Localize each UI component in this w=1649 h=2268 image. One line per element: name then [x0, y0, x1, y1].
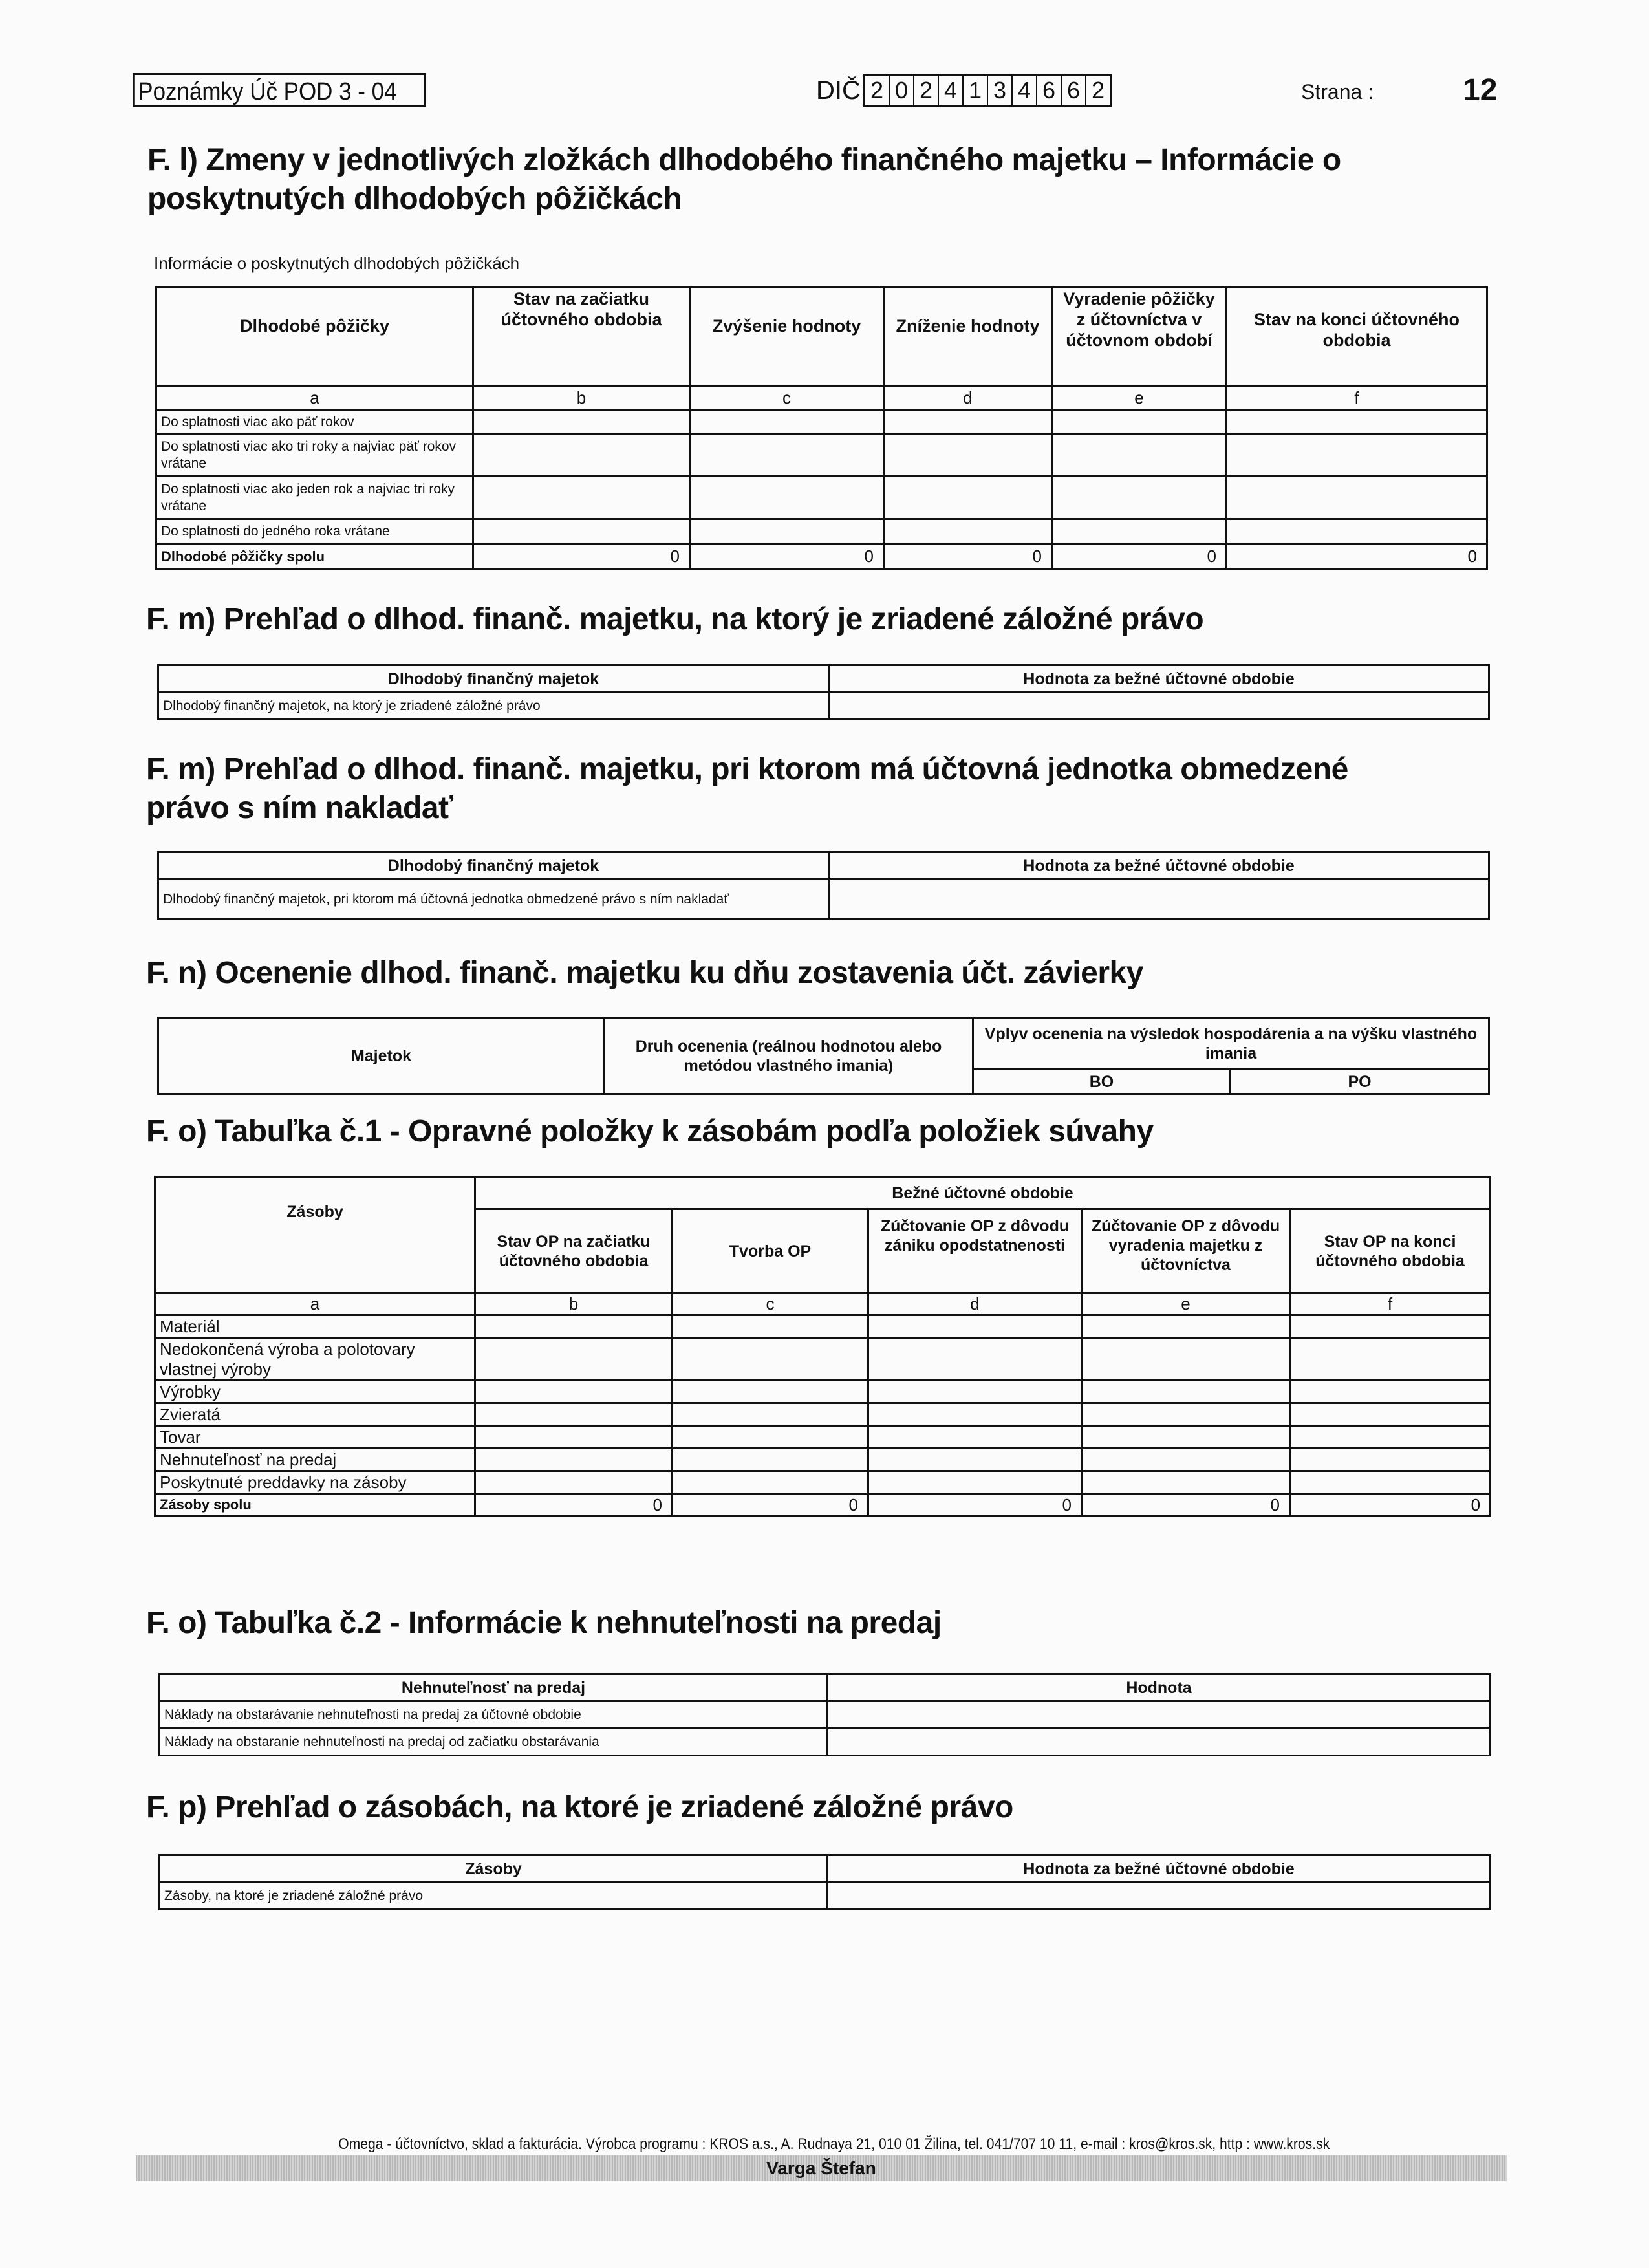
- loans-col-e-header: Vyradenie pôžičky z účtovníctva v účtovnom období: [1052, 288, 1227, 386]
- section-p-title: F. p) Prehľad o zásobách, na ktoré je zriadené záložné právo: [146, 1790, 1013, 1824]
- loans-header-row: [156, 288, 1487, 386]
- dic-digit: 3: [988, 76, 1013, 105]
- total-value: 0: [1082, 1494, 1290, 1517]
- table-row: [160, 1883, 1491, 1910]
- cell-input[interactable]: [475, 1315, 673, 1339]
- cell-input[interactable]: [828, 1729, 1491, 1756]
- cell-input[interactable]: [475, 1403, 673, 1426]
- cell-input[interactable]: [473, 434, 690, 477]
- row-label: Nehnuteľnosť na predaj: [155, 1449, 475, 1471]
- row-label: Do splatnosti do jedného roka vrátane: [156, 519, 473, 544]
- o1-col-d-header: Zúčtovanie OP z dôvodu zániku opodstatnenosti: [868, 1209, 1082, 1293]
- table-row: [156, 411, 1487, 434]
- o1-col-a-header: Zásoby: [155, 1177, 475, 1293]
- cell-input[interactable]: [673, 1339, 868, 1381]
- table-row: [155, 1315, 1491, 1339]
- total-value: 0: [475, 1494, 673, 1517]
- cell-input[interactable]: [1082, 1426, 1290, 1449]
- p-col1-header: Zásoby: [160, 1855, 828, 1883]
- section-n-title: F. n) Ocenenie dlhod. finanč. majetku ku dňu zostavenia účt. závierky: [146, 956, 1143, 990]
- m1-col2-header: Hodnota za bežné účtovné obdobie: [829, 665, 1489, 693]
- dic-digit: 6: [1037, 76, 1062, 105]
- cell-input[interactable]: [884, 434, 1052, 477]
- table-row: [158, 693, 1489, 720]
- row-label: Do splatnosti viac ako jeden rok a najviac tri roky vrátane: [156, 477, 473, 519]
- loans-col-f-header: Stav na konci účtovného obdobia: [1227, 288, 1487, 386]
- cell-input[interactable]: [690, 519, 884, 544]
- section-l-title-line2: poskytnutých dlhodobých pôžičkách: [147, 182, 682, 216]
- cell-input[interactable]: [868, 1381, 1082, 1403]
- cell-input[interactable]: [868, 1403, 1082, 1426]
- cell-input[interactable]: [473, 411, 690, 434]
- cell-input[interactable]: [1290, 1381, 1491, 1403]
- cell-input[interactable]: [473, 477, 690, 519]
- valuation-table: [157, 1017, 1490, 1095]
- table-row: [155, 1403, 1491, 1426]
- property-for-sale-table: [158, 1673, 1491, 1756]
- cell-input[interactable]: [1082, 1403, 1290, 1426]
- table-row: [158, 880, 1489, 920]
- cell-input[interactable]: [690, 477, 884, 519]
- cell-input[interactable]: [868, 1426, 1082, 1449]
- loans-letter-b: b: [473, 386, 690, 411]
- cell-input[interactable]: [884, 519, 1052, 544]
- footer-vendor-line: Omega - účtovníctvo, sklad a fakturácia. Výrobca programu : KROS a.s., A. Rudnaya 21, 010 01 Žilina, tel. 041/707 10 11, e-mail : kros@kros.sk, http : www.kros.sk: [338, 2135, 1330, 2153]
- cell-input[interactable]: [473, 519, 690, 544]
- cell-input[interactable]: [1052, 477, 1227, 519]
- page-label: Strana :: [1301, 80, 1374, 103]
- loans-table: [155, 286, 1488, 570]
- o1-letter-a: a: [155, 1293, 475, 1315]
- total-value: 0: [673, 1494, 868, 1517]
- cell-input[interactable]: [1082, 1471, 1290, 1494]
- cell-input[interactable]: [1082, 1315, 1290, 1339]
- cell-input[interactable]: [1052, 411, 1227, 434]
- cell-input[interactable]: [868, 1315, 1082, 1339]
- dic-digit: 4: [1013, 76, 1037, 105]
- cell-input[interactable]: [828, 1701, 1491, 1729]
- section-m2-title: [146, 750, 1348, 828]
- cell-input[interactable]: [1082, 1381, 1290, 1403]
- cell-input[interactable]: [1082, 1339, 1290, 1381]
- total-value: 0: [868, 1494, 1082, 1517]
- cell-input[interactable]: [1290, 1403, 1491, 1426]
- loans-col-d-header: Zníženie hodnoty: [884, 288, 1052, 386]
- o1-letter-f: f: [1290, 1293, 1491, 1315]
- table-row: [156, 434, 1487, 477]
- cell-input[interactable]: [1290, 1315, 1491, 1339]
- cell-input[interactable]: [868, 1449, 1082, 1471]
- cell-input[interactable]: [829, 880, 1489, 920]
- cell-input[interactable]: [1290, 1339, 1491, 1381]
- table-row: [156, 477, 1487, 519]
- row-label: Nedokončená výroba a polotovary vlastnej výroby: [155, 1339, 475, 1381]
- row-label: Zásoby, na ktoré je zriadené záložné právo: [160, 1883, 828, 1910]
- o1-letter-c: c: [673, 1293, 868, 1315]
- footer-user-name: Varga Štefan: [766, 2158, 876, 2178]
- loans-letter-a: a: [156, 386, 473, 411]
- dic-digit: 6: [1062, 76, 1086, 105]
- section-o1-title: F. o) Tabuľka č.1 - Opravné položky k zásobám podľa položiek súvahy: [146, 1114, 1154, 1149]
- inventory-allowances-table: [154, 1176, 1491, 1517]
- total-value: 0: [473, 544, 690, 570]
- table-row: [155, 1449, 1491, 1471]
- cell-input[interactable]: [1227, 519, 1487, 544]
- loans-col-c-header: Zvýšenie hodnoty: [690, 288, 884, 386]
- total-row: [155, 1494, 1491, 1517]
- table-row: [155, 1381, 1491, 1403]
- pledged-inventory-table: [158, 1854, 1491, 1910]
- total-value: 0: [1290, 1494, 1491, 1517]
- table-row: [155, 1471, 1491, 1494]
- cell-input[interactable]: [673, 1315, 868, 1339]
- p-col2-header: Hodnota za bežné účtovné obdobie: [828, 1855, 1491, 1883]
- loans-col-b-header: Stav na začiatku účtovného obdobia: [473, 288, 690, 386]
- o1-letter-d: d: [868, 1293, 1082, 1315]
- cell-input[interactable]: [884, 477, 1052, 519]
- cell-input[interactable]: [475, 1471, 673, 1494]
- row-label: Náklady na obstarávanie nehnuteľnosti na predaj za účtovné obdobie: [160, 1701, 828, 1729]
- pledged-financial-assets-table: [157, 664, 1490, 720]
- cell-input[interactable]: [1227, 411, 1487, 434]
- o1-col-e-header: Zúčtovanie OP z dôvodu vyradenia majetku z účtovníctva: [1082, 1209, 1290, 1293]
- dic-digit: 4: [939, 76, 964, 105]
- cell-input[interactable]: [829, 693, 1489, 720]
- total-value: 0: [690, 544, 884, 570]
- total-value: 0: [1227, 544, 1487, 570]
- cell-input[interactable]: [475, 1449, 673, 1471]
- cell-input[interactable]: [1227, 434, 1487, 477]
- row-label: Dlhodobý finančný majetok, pri ktorom má účtovná jednotka obmedzené právo s ním nakladať: [158, 880, 829, 920]
- dic-digit: 1: [964, 76, 988, 105]
- cell-input[interactable]: [475, 1381, 673, 1403]
- dic-digit: 2: [914, 76, 939, 105]
- o1-col-c-header: Tvorba OP: [673, 1209, 868, 1293]
- section-m2-title-line1: F. m) Prehľad o dlhod. finanč. majetku, pri ktorom má účtovná jednotka obmedzené: [146, 752, 1348, 786]
- total-value: 0: [884, 544, 1052, 570]
- cell-input[interactable]: [1290, 1426, 1491, 1449]
- n-po-header: PO: [1231, 1070, 1489, 1094]
- dic-digit: 2: [865, 76, 890, 105]
- form-code-label: Poznámky Úč POD 3 - 04: [133, 73, 426, 107]
- total-label: Zásoby spolu: [155, 1494, 475, 1517]
- total-value: 0: [1052, 544, 1227, 570]
- loans-letter-d: d: [884, 386, 1052, 411]
- cell-input[interactable]: [868, 1339, 1082, 1381]
- dic-label: DIČ: [816, 76, 861, 105]
- m2-col1-header: Dlhodobý finančný majetok: [158, 852, 829, 880]
- cell-input[interactable]: [690, 434, 884, 477]
- row-label: Do splatnosti viac ako päť rokov: [156, 411, 473, 434]
- cell-input[interactable]: [475, 1426, 673, 1449]
- section-m1-title: F. m) Prehľad o dlhod. finanč. majetku, na ktorý je zriadené záložné právo: [146, 602, 1204, 636]
- footer-user-bar: [136, 2155, 1507, 2181]
- o1-col-f-header: Stav OP na konci účtovného obdobia: [1290, 1209, 1491, 1293]
- row-label: Zvieratá: [155, 1403, 475, 1426]
- n-bo-header: BO: [973, 1070, 1231, 1094]
- row-label: Tovar: [155, 1426, 475, 1449]
- o1-letter-b: b: [475, 1293, 673, 1315]
- cell-input[interactable]: [868, 1471, 1082, 1494]
- cell-input[interactable]: [673, 1449, 868, 1471]
- cell-input[interactable]: [828, 1883, 1491, 1910]
- dic-digit: 2: [1091, 77, 1105, 103]
- row-label: Náklady na obstaranie nehnuteľnosti na predaj od začiatku obstarávania: [160, 1729, 828, 1756]
- section-l-title-line1: F. l) Zmeny v jednotlivých zložkách dlhodobého finančného majetku – Informácie o: [147, 143, 1341, 177]
- table-row: [155, 1339, 1491, 1381]
- table-row: [160, 1729, 1491, 1756]
- dic-digit-boxes: [863, 74, 1112, 107]
- section-m2-title-line2: právo s ním nakladať: [146, 791, 453, 825]
- restricted-financial-assets-table: [157, 851, 1490, 920]
- total-label: Dlhodobé pôžičky spolu: [156, 544, 473, 570]
- o1-letter-e: e: [1082, 1293, 1290, 1315]
- o1-group-header: Bežné účtovné obdobie: [475, 1177, 1491, 1209]
- row-label: Poskytnuté preddavky na zásoby: [155, 1471, 475, 1494]
- cell-input[interactable]: [1290, 1471, 1491, 1494]
- table-row: [155, 1426, 1491, 1449]
- table-row: [160, 1701, 1491, 1729]
- cell-input[interactable]: [1290, 1449, 1491, 1471]
- total-row: [156, 544, 1487, 570]
- loans-letter-c: c: [690, 386, 884, 411]
- dic-digit: 0: [890, 76, 914, 105]
- loans-letter-f: f: [1227, 386, 1487, 411]
- loans-letter-row: [156, 386, 1487, 411]
- o2-col2-header: Hodnota: [828, 1674, 1491, 1701]
- row-label: Materiál: [155, 1315, 475, 1339]
- cell-input[interactable]: [690, 411, 884, 434]
- cell-input[interactable]: [673, 1471, 868, 1494]
- cell-input[interactable]: [884, 411, 1052, 434]
- m1-col1-header: Dlhodobý finančný majetok: [158, 665, 829, 693]
- loans-col-a-header: Dlhodobé pôžičky: [156, 288, 473, 386]
- cell-input[interactable]: [673, 1381, 868, 1403]
- cell-input[interactable]: [673, 1426, 868, 1449]
- cell-input[interactable]: [1052, 434, 1227, 477]
- row-label: Dlhodobý finančný majetok, na ktorý je zriadené záložné právo: [158, 693, 829, 720]
- o2-col1-header: Nehnuteľnosť na predaj: [160, 1674, 828, 1701]
- loans-letter-e: e: [1052, 386, 1227, 411]
- n-col2-header: Druh ocenenia (reálnou hodnotou alebo metódou vlastného imania): [605, 1018, 973, 1094]
- m2-col2-header: Hodnota za bežné účtovné obdobie: [829, 852, 1489, 880]
- n-col1-header: Majetok: [158, 1018, 605, 1094]
- cell-input[interactable]: [1227, 477, 1487, 519]
- row-label: Do splatnosti viac ako tri roky a najviac päť rokov vrátane: [156, 434, 473, 477]
- o1-col-b-header: Stav OP na začiatku účtovného obdobia: [475, 1209, 673, 1293]
- cell-input[interactable]: [1052, 519, 1227, 544]
- section-l-title: [147, 141, 1341, 219]
- n-col3-header: Vplyv ocenenia na výsledok hospodárenia a na výšku vlastného imania: [973, 1018, 1489, 1070]
- table-row: [156, 519, 1487, 544]
- row-label: Výrobky: [155, 1381, 475, 1403]
- cell-input[interactable]: [475, 1339, 673, 1381]
- section-l-caption: Informácie o poskytnutých dlhodobých pôžičkách: [154, 254, 520, 273]
- page-number: 12: [1463, 73, 1498, 107]
- section-o2-title: F. o) Tabuľka č.2 - Informácie k nehnuteľnosti na predaj: [146, 1606, 942, 1640]
- cell-input[interactable]: [1082, 1449, 1290, 1471]
- cell-input[interactable]: [673, 1403, 868, 1426]
